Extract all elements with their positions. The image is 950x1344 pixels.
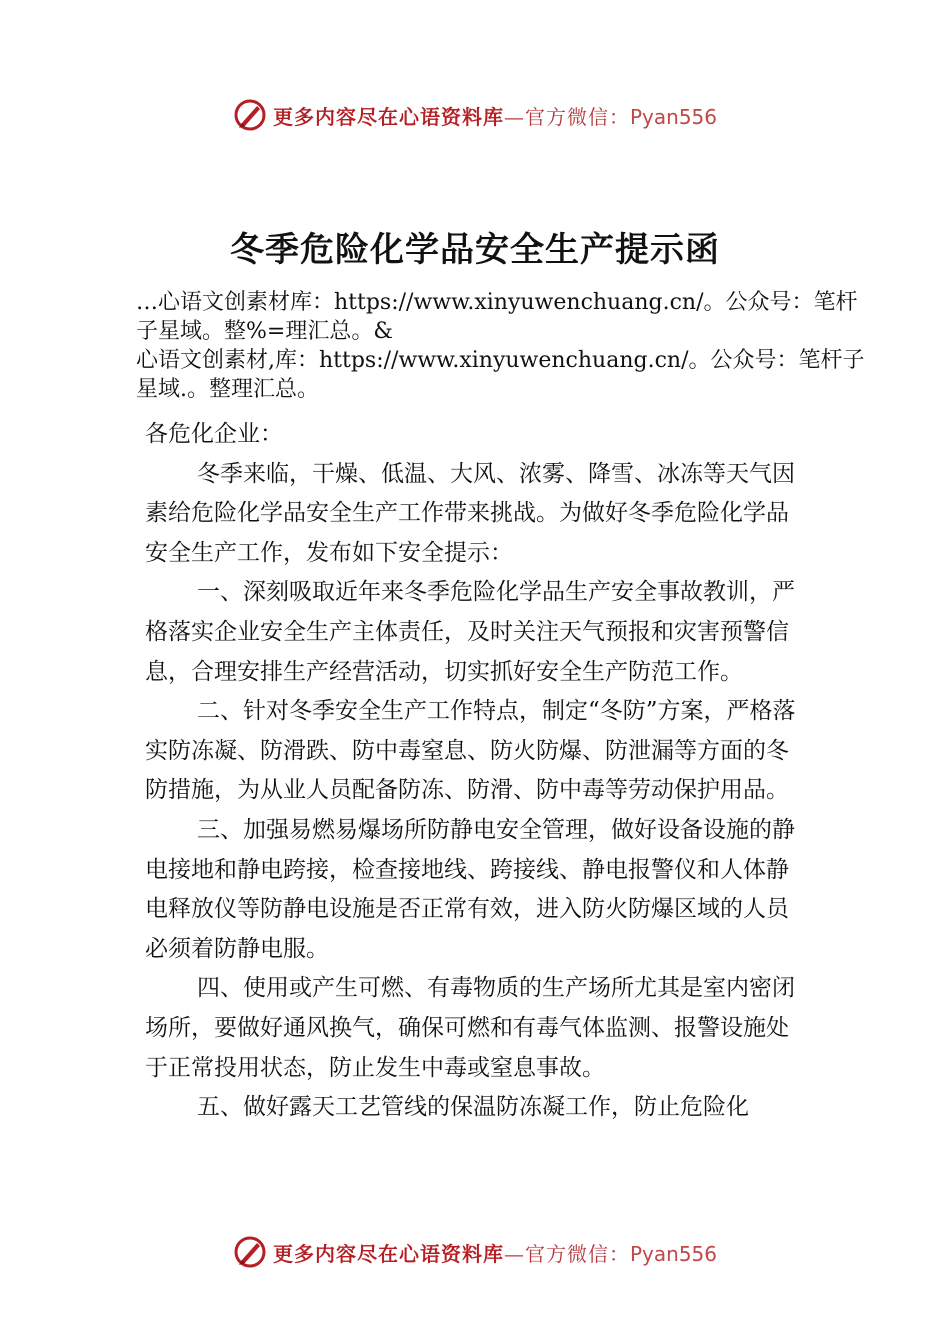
salutation: 各危化企业： bbox=[145, 421, 283, 447]
header-banner-text: 更多内容尽在心语资料库—官方微信：Pyan556 bbox=[272, 104, 717, 129]
paragraph: 五、做好露天工艺管线的保温防冻凝工作，防止危险化 bbox=[197, 1094, 749, 1121]
document-title: 冬季危险化学品安全生产提示函 bbox=[230, 230, 720, 270]
paragraph: 一、深刻吸取近年来冬季危险化学品生产安全事故教训，严格落实企业安全生产主体责任，及时关注天气预报和灾害预警信息，合理安排生产经营活动，切实抓好安全生产防范工作。 bbox=[145, 579, 795, 685]
footer-banner-text: 更多内容尽在心语资料库—官方微信：Pyan556 bbox=[272, 1241, 717, 1266]
footer-banner bbox=[0, 1232, 950, 1272]
pen-logo-icon bbox=[233, 1235, 267, 1269]
source-note-1: …心语文创素材库：https://www.xinyuwenchuang.cn/。公众号：笔杆子星域。整%=理汇总。& bbox=[136, 290, 858, 344]
document-body bbox=[145, 415, 807, 1128]
pen-logo-icon bbox=[233, 98, 267, 132]
source-note-2: 心语文创素材,库：https://www.xinyuwenchuang.cn/。公众号：笔杆子星域.。整理汇总。 bbox=[136, 348, 865, 402]
paragraph: 四、使用或产生可燃、有毒物质的生产场所尤其是室内密闭场所，要做好通风换气，确保可燃和有毒气体监测、报警设施处于正常投用状态，防止发生中毒或窒息事故。 bbox=[145, 975, 795, 1081]
header-banner bbox=[0, 95, 950, 135]
paragraph: 二、针对冬季安全生产工作特点，制定“冬防”方案，严格落实防冻凝、防滑跌、防中毒窒息、防火防爆、防泄漏等方面的冬防措施，为从业人员配备防冻、防滑、防中毒等劳动保护用品。 bbox=[145, 698, 796, 804]
paragraph: 冬季来临，干燥、低温、大风、浓雾、降雪、冰冻等天气因素给危险化学品安全生产工作带来挑战。为做好冬季危险化学品安全生产工作，发布如下安全提示： bbox=[145, 460, 795, 566]
paragraph: 三、加强易燃易爆场所防静电安全管理，做好设备设施的静电接地和静电跨接，检查接地线、跨接线、静电报警仪和人体静电释放仪等防静电设施是否正常有效，进入防火防爆区域的人员必须着防静电服。 bbox=[145, 816, 795, 962]
